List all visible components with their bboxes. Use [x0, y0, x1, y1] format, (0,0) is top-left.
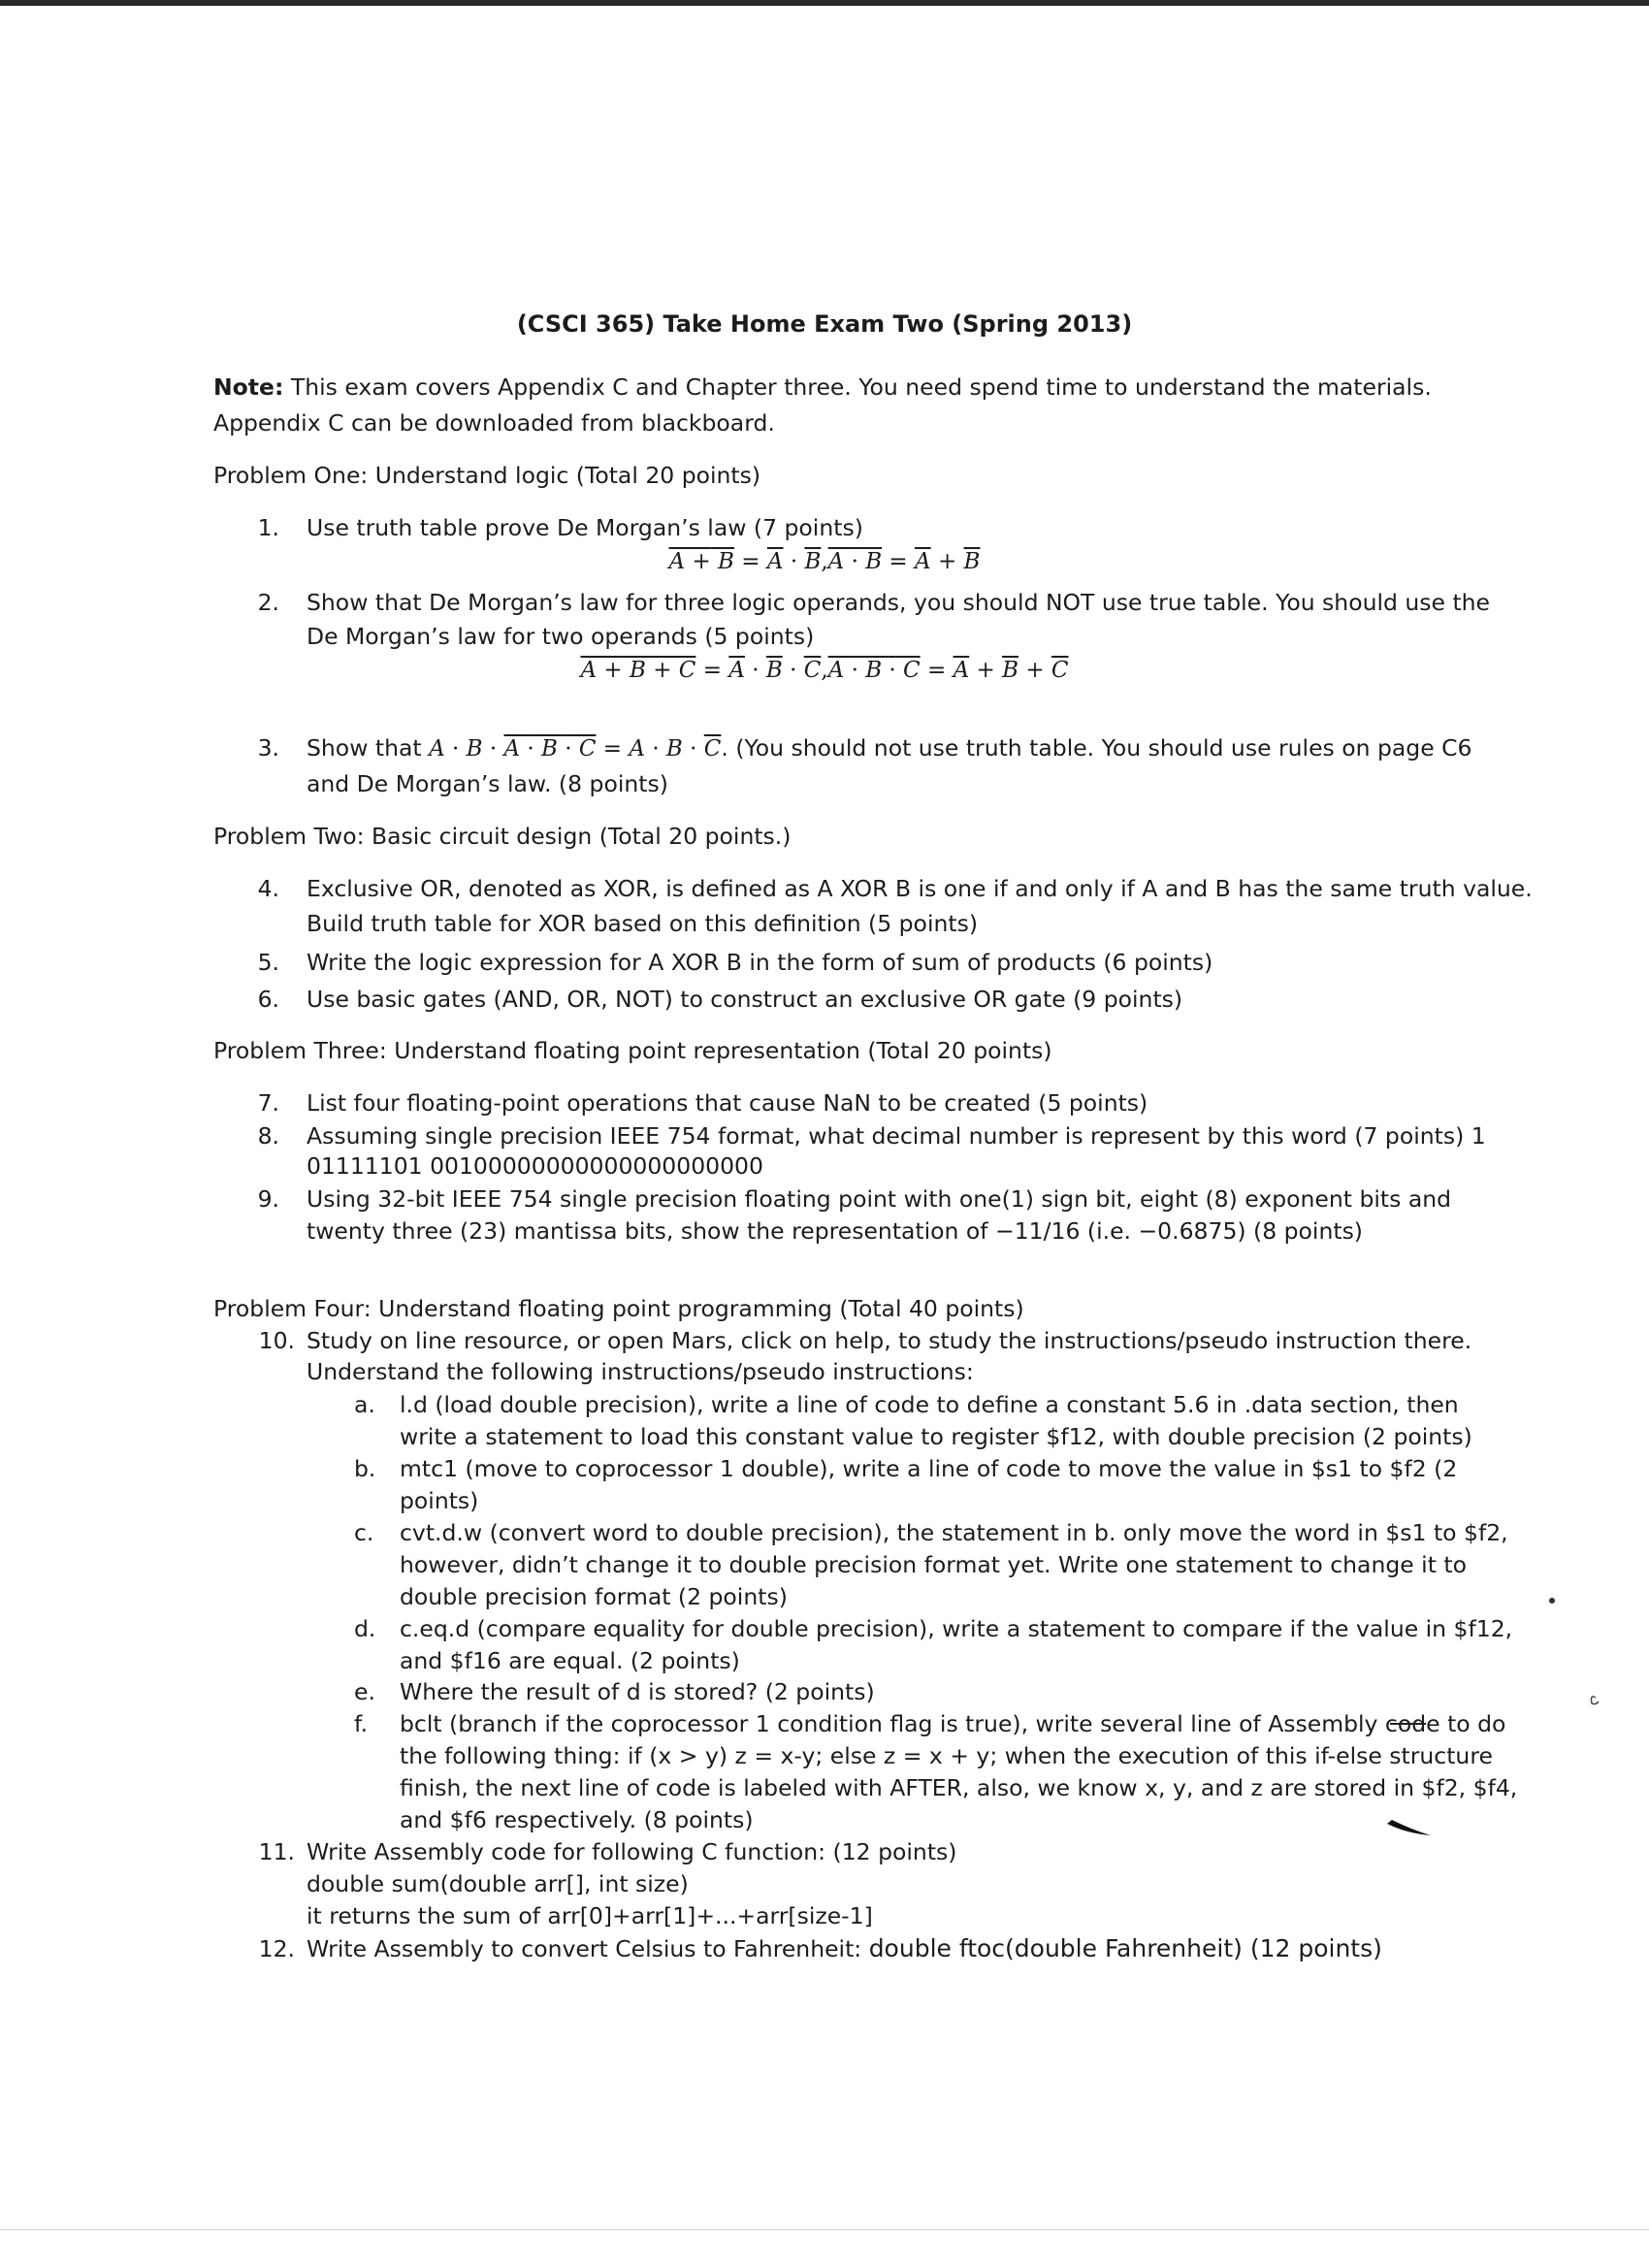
- question-6-text: Use basic gates (AND, OR, NOT) to construct an exclusive OR gate (9 points): [307, 986, 1183, 1013]
- problem-four-heading: Problem Four: Understand floating point programming (Total 40 points): [213, 1295, 1024, 1322]
- sub-item-f-line-2: the following thing: if (x > y) z = x-y; else z = x + y; when the execution of this if-else structure: [400, 1742, 1493, 1769]
- sub-item-e-line-1: Where the result of d is stored? (2 points): [400, 1678, 875, 1705]
- question-number: 3.: [257, 734, 279, 761]
- de-morgan-three-operand-equation: $A + B + C = \overline{A} \cdot \overline{B} \cdot \overline{C},A \cdot B \cdot C = \overline{A} + \overline{B} + \overline{C}$: [580, 658, 1069, 683]
- sub-item-c-line-1: cvt.d.w (convert word to double precision), the statement in b. only move the word in $s1 to $f2,: [400, 1519, 1508, 1546]
- question-4-line-1: Exclusive OR, denoted as XOR, is defined as A XOR B is one if and only if A and B has the same truth value.: [307, 875, 1533, 902]
- question-number: 8.: [257, 1122, 279, 1150]
- question-number: 9.: [257, 1185, 279, 1213]
- question-3-prefix: Show that: [307, 734, 422, 761]
- sub-item-c-line-2: however, didn’t change it to double precision format yet. Write one statement to change it to: [400, 1551, 1467, 1578]
- scan-border-top: [0, 0, 1649, 6]
- sub-item-letter: a.: [354, 1391, 375, 1418]
- sub-item-f-line-1: bclt (branch if the coprocessor 1 condition flag is true), write several line of Assembly code to do: [400, 1710, 1506, 1737]
- question-number: 12.: [258, 1935, 295, 1962]
- pen-smudge-mark: [1387, 1820, 1431, 1835]
- question-2-line-2: De Morgan’s law for two operands (5 points): [307, 623, 815, 650]
- question-number: 2.: [257, 589, 279, 616]
- sub-item-b-line-2: points): [400, 1487, 479, 1514]
- question-3-expression: $A \cdot B \cdot A \cdot B \cdot C = A \cdot B \cdot \overline{C}$: [429, 736, 722, 761]
- sub-item-a-line-1: l.d (load double precision), write a line of code to define a constant 5.6 in .data section, then: [400, 1391, 1459, 1418]
- question-11-line-2: double sum(double arr[], int size): [307, 1870, 689, 1897]
- sub-item-d-line-2: and $f16 are equal. (2 points): [400, 1647, 740, 1674]
- exam-title: (CSCI 365) Take Home Exam Two (Spring 2013): [516, 310, 1133, 338]
- question-number: 4.: [257, 875, 279, 902]
- question-number: 5.: [257, 949, 279, 976]
- question-11-line-3: it returns the sum of arr[0]+arr[1]+...+arr[size-1]: [307, 1902, 873, 1929]
- problem-two-heading: Problem Two: Basic circuit design (Total 20 points.): [213, 823, 792, 850]
- question-number: 10.: [258, 1327, 295, 1354]
- question-9-line-2: twenty three (23) mantissa bits, show the representation of −11/16 (i.e. −0.6875) (8 points): [307, 1217, 1363, 1245]
- question-8-line-1: Assuming single precision IEEE 754 format, what decimal number is represent by this word (7 points) 1: [307, 1122, 1486, 1150]
- pen-strike-marks: [1334, 1700, 1440, 1845]
- question-7-text: List four floating-point operations that cause NaN to be created (5 points): [307, 1089, 1148, 1117]
- question-1-text: Use truth table prove De Morgan’s law (7 points): [307, 514, 863, 541]
- scan-border-bottom: [0, 2229, 1649, 2230]
- question-number: 1.: [257, 514, 279, 541]
- sub-item-a-line-2: write a statement to load this constant value to register $f12, with double precision (2 points): [400, 1423, 1472, 1450]
- question-3-suffix: . (You should not use truth table. You should use rules on page C6: [721, 734, 1472, 761]
- problem-three-heading: Problem Three: Understand floating point representation (Total 20 points): [213, 1037, 1052, 1064]
- speck: [1592, 1697, 1600, 1704]
- sub-item-letter: e.: [354, 1678, 375, 1705]
- question-12-text: Write Assembly to convert Celsius to Fahrenheit:: [307, 1935, 869, 1962]
- sub-item-f-line-4: and $f6 respectively. (8 points): [400, 1806, 754, 1833]
- problem-one-heading: Problem One: Understand logic (Total 20 points): [213, 462, 761, 489]
- question-5-text: Write the logic expression for A XOR B in the form of sum of products (6 points): [307, 949, 1213, 976]
- de-morgan-two-operand-equation: $A + B = \overline{A} \cdot \overline{B},A \cdot B = \overline{A} + \overline{B}$: [668, 549, 981, 574]
- note-text-1: This exam covers Appendix C and Chapter three. You need spend time to understand the materials.: [290, 373, 1432, 401]
- sub-item-letter: b.: [354, 1455, 376, 1482]
- question-9-line-1: Using 32-bit IEEE 754 single precision floating point with one(1) sign bit, eight (8) exponent bits and: [307, 1185, 1452, 1213]
- question-10-line-1: Study on line resource, or open Mars, click on help, to study the instructions/pseudo instruction there.: [307, 1327, 1472, 1354]
- sub-item-letter: d.: [354, 1615, 376, 1642]
- margin-specks: [1542, 1591, 1600, 1717]
- question-3-line-1: [307, 732, 1472, 764]
- question-4-line-2: Build truth table for XOR based on this definition (5 points): [307, 910, 978, 937]
- sub-item-c-line-3: double precision format (2 points): [400, 1583, 788, 1610]
- question-2-line-1: Show that De Morgan’s law for three logic operands, you should NOT use true table. You should use the: [307, 589, 1491, 616]
- speck: [1549, 1598, 1555, 1604]
- sub-item-letter: f.: [354, 1710, 369, 1737]
- question-12-signature: double ftoc(double Fahrenheit) (12 points): [868, 1934, 1382, 1962]
- question-10-line-2: Understand the following instructions/pseudo instructions:: [307, 1358, 974, 1385]
- question-number: 7.: [257, 1089, 279, 1117]
- question-11-line-1: Write Assembly code for following C function: (12 points): [307, 1838, 957, 1865]
- sub-item-letter: c.: [354, 1519, 374, 1546]
- note-line-2: Appendix C can be downloaded from blackboard.: [213, 409, 775, 437]
- sub-item-b-line-1: mtc1 (move to coprocessor 1 double), write a line of code to move the value in $s1 to $f2 (2: [400, 1455, 1458, 1482]
- sub-item-f-line-3: finish, the next line of code is labeled with AFTER, also, we know x, y, and z are stored in $f2, $f4,: [400, 1774, 1518, 1801]
- question-8-binary-word: 01111101 00100000000000000000000: [307, 1152, 763, 1180]
- question-number: 11.: [258, 1838, 295, 1865]
- sub-item-d-line-1: c.eq.d (compare equality for double precision), write a statement to compare if the value in $f12,: [400, 1615, 1513, 1642]
- note-line-1: [213, 372, 1432, 403]
- question-number: 6.: [257, 986, 279, 1013]
- question-3-line-2: and De Morgan’s law. (8 points): [307, 770, 668, 797]
- note-label: Note:: [213, 373, 284, 401]
- question-12-line: [307, 1933, 1382, 1964]
